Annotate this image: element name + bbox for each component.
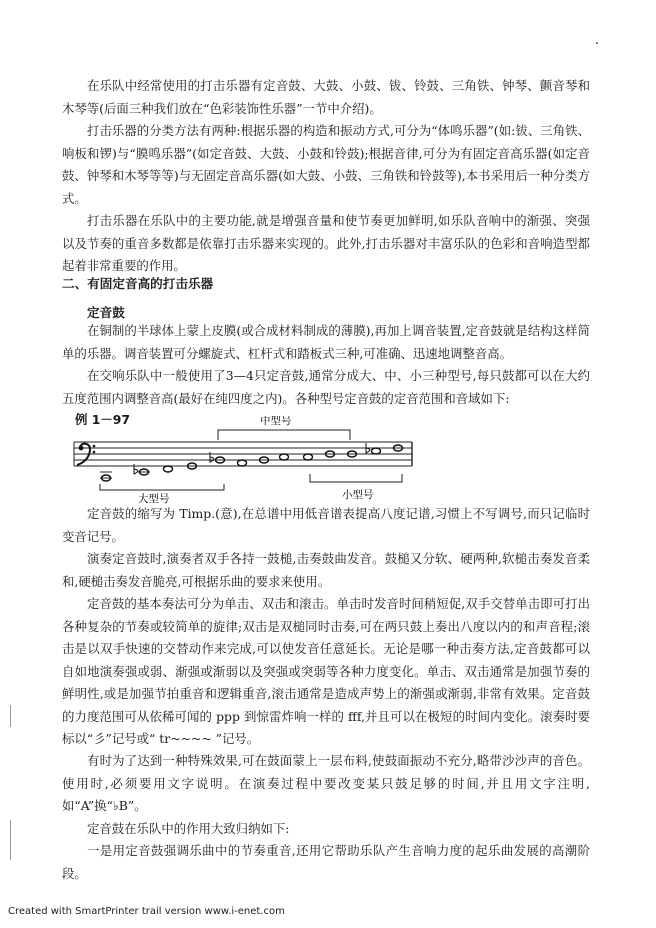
paragraph-function: 打击乐器在乐队中的主要功能,就是增强音量和使节奏更加鲜明,如乐队音响中的渐强、突强以及节奏的重音多数都是依靠打击乐器来实现的。此外,打击乐器对丰富乐队的色彩和音响造型都起着非常重要的作用。 bbox=[62, 213, 590, 273]
scan-margin-mark bbox=[10, 705, 11, 727]
scan-dot bbox=[596, 42, 598, 44]
large-range-label: 大型号 bbox=[138, 493, 170, 505]
footer-watermark: Created with SmartPrinter trail version www.i-enet.com bbox=[8, 906, 285, 917]
section-heading: 二、有固定音高的打击乐器 bbox=[62, 276, 214, 291]
paragraph-classification: 打击乐器的分类方法有两种:根据乐器的构造和振动方式,可分为“体鸣乐器”(如:钹、三角铁、响板和锣)与“膜鸣乐器”(如定音鼓、大鼓、小鼓和铃鼓);根据音律,可分为有固定音高乐器(如定音鼓、钟琴和木琴等等)与无固定音高乐器(如大鼓、小鼓、三角铁和铃鼓等),本书采用后一种分类方式。 bbox=[62, 123, 590, 206]
staff-lines bbox=[74, 442, 412, 466]
medium-range-label: 中型号 bbox=[260, 416, 292, 427]
paragraph-timpani-ranges: 在交响乐队中一般使用了3—4只定音鼓,通常分成大、中、小三种型号,每只鼓都可以在大约五度范围内调整音高(最好在纯四度之内)。各种型号定音鼓的定音范围和音域如下: bbox=[62, 368, 590, 406]
subsection-heading: 定音鼓 bbox=[87, 305, 125, 320]
scan-margin-mark bbox=[10, 820, 11, 860]
small-range-label: 小型号 bbox=[342, 489, 374, 501]
large-range-bracket bbox=[100, 484, 224, 490]
paragraph-role-intro: 定音鼓在乐队中的作用大致归纳如下: bbox=[87, 821, 290, 836]
paragraph-timpani-structure: 在铜制的半球体上蒙上皮膜(或合成材料制成的薄膜),再加上调音装置,定音鼓就是结构这样简单的乐器。调音装置可分螺旋式、杠杆式和踏板式三种,可准确、迅速地调整音高。 bbox=[62, 323, 590, 361]
paragraph-intro: 在乐队中经常使用的打击乐器有定音鼓、大鼓、小鼓、钹、铃鼓、三角铁、钟琴、颤音琴和木琴等(后面三种我们放在“色彩装饰性乐器”一节中介绍)。 bbox=[62, 78, 590, 116]
paragraph-techniques: 定音鼓的基本奏法可分为单击、双击和滚击。单击时发音时间稍短促,双手交替单击即可打出各种复杂的节奏或较简单的旋律;双击是双槌同时击奏,可在两只鼓上奏出八度以内的和声音程;滚击是以双手快速的交替动作来完成,可以使发音任意延长。无论是哪一种击奏方法,定音鼓都可以自如地演奏强或弱、渐强或渐弱以及突强或突弱等各种力度变化。单击、双击通常是加强节奏的鲜明性,或是加强节拍重音和逻辑重音,滚击通常是造成声势上的渐强或渐弱,非常有效果。定音鼓的力度范围可从依稀可闻的 ppp 到惊雷炸响一样的 fff,并且可以在极短的时间内变化。滚奏时要标以“彡”记号或“ tr~~~~ ”记号。 bbox=[62, 596, 590, 746]
small-range-bracket bbox=[310, 474, 402, 482]
range-notes bbox=[100, 445, 403, 481]
timpani-range-staff bbox=[60, 416, 420, 506]
medium-range-bracket bbox=[218, 430, 350, 440]
paragraph-mallets: 演奏定音鼓时,演奏者双手各持一鼓槌,击奏鼓曲发音。鼓槌又分软、硬两种,软槌击奏发音柔和,硬槌击奏发音脆亮,可根据乐曲的要求来使用。 bbox=[62, 551, 590, 589]
paragraph-notation: 定音鼓的缩写为 Timp.(意),在总谱中用低音谱表提高八度记谱,习惯上不写调号,而只记临时变音记号。 bbox=[62, 506, 590, 544]
paragraph-special-effects: 有时为了达到一种特殊效果,可在鼓面蒙上一层布料,使鼓面振动不充分,略带沙沙声的音色。使用时,必须要用文字说明。在演奏过程中要改变某只鼓足够的时间,并且用文字注明,如“A”换“♭B”。 bbox=[62, 753, 590, 813]
example-label: 例 1－97 bbox=[75, 412, 130, 427]
paragraph-role-one: 一是用定音鼓强调乐曲中的节奏重音,还用它帮助乐队产生音响力度的起乐曲发展的高潮阶段。 bbox=[62, 843, 590, 881]
